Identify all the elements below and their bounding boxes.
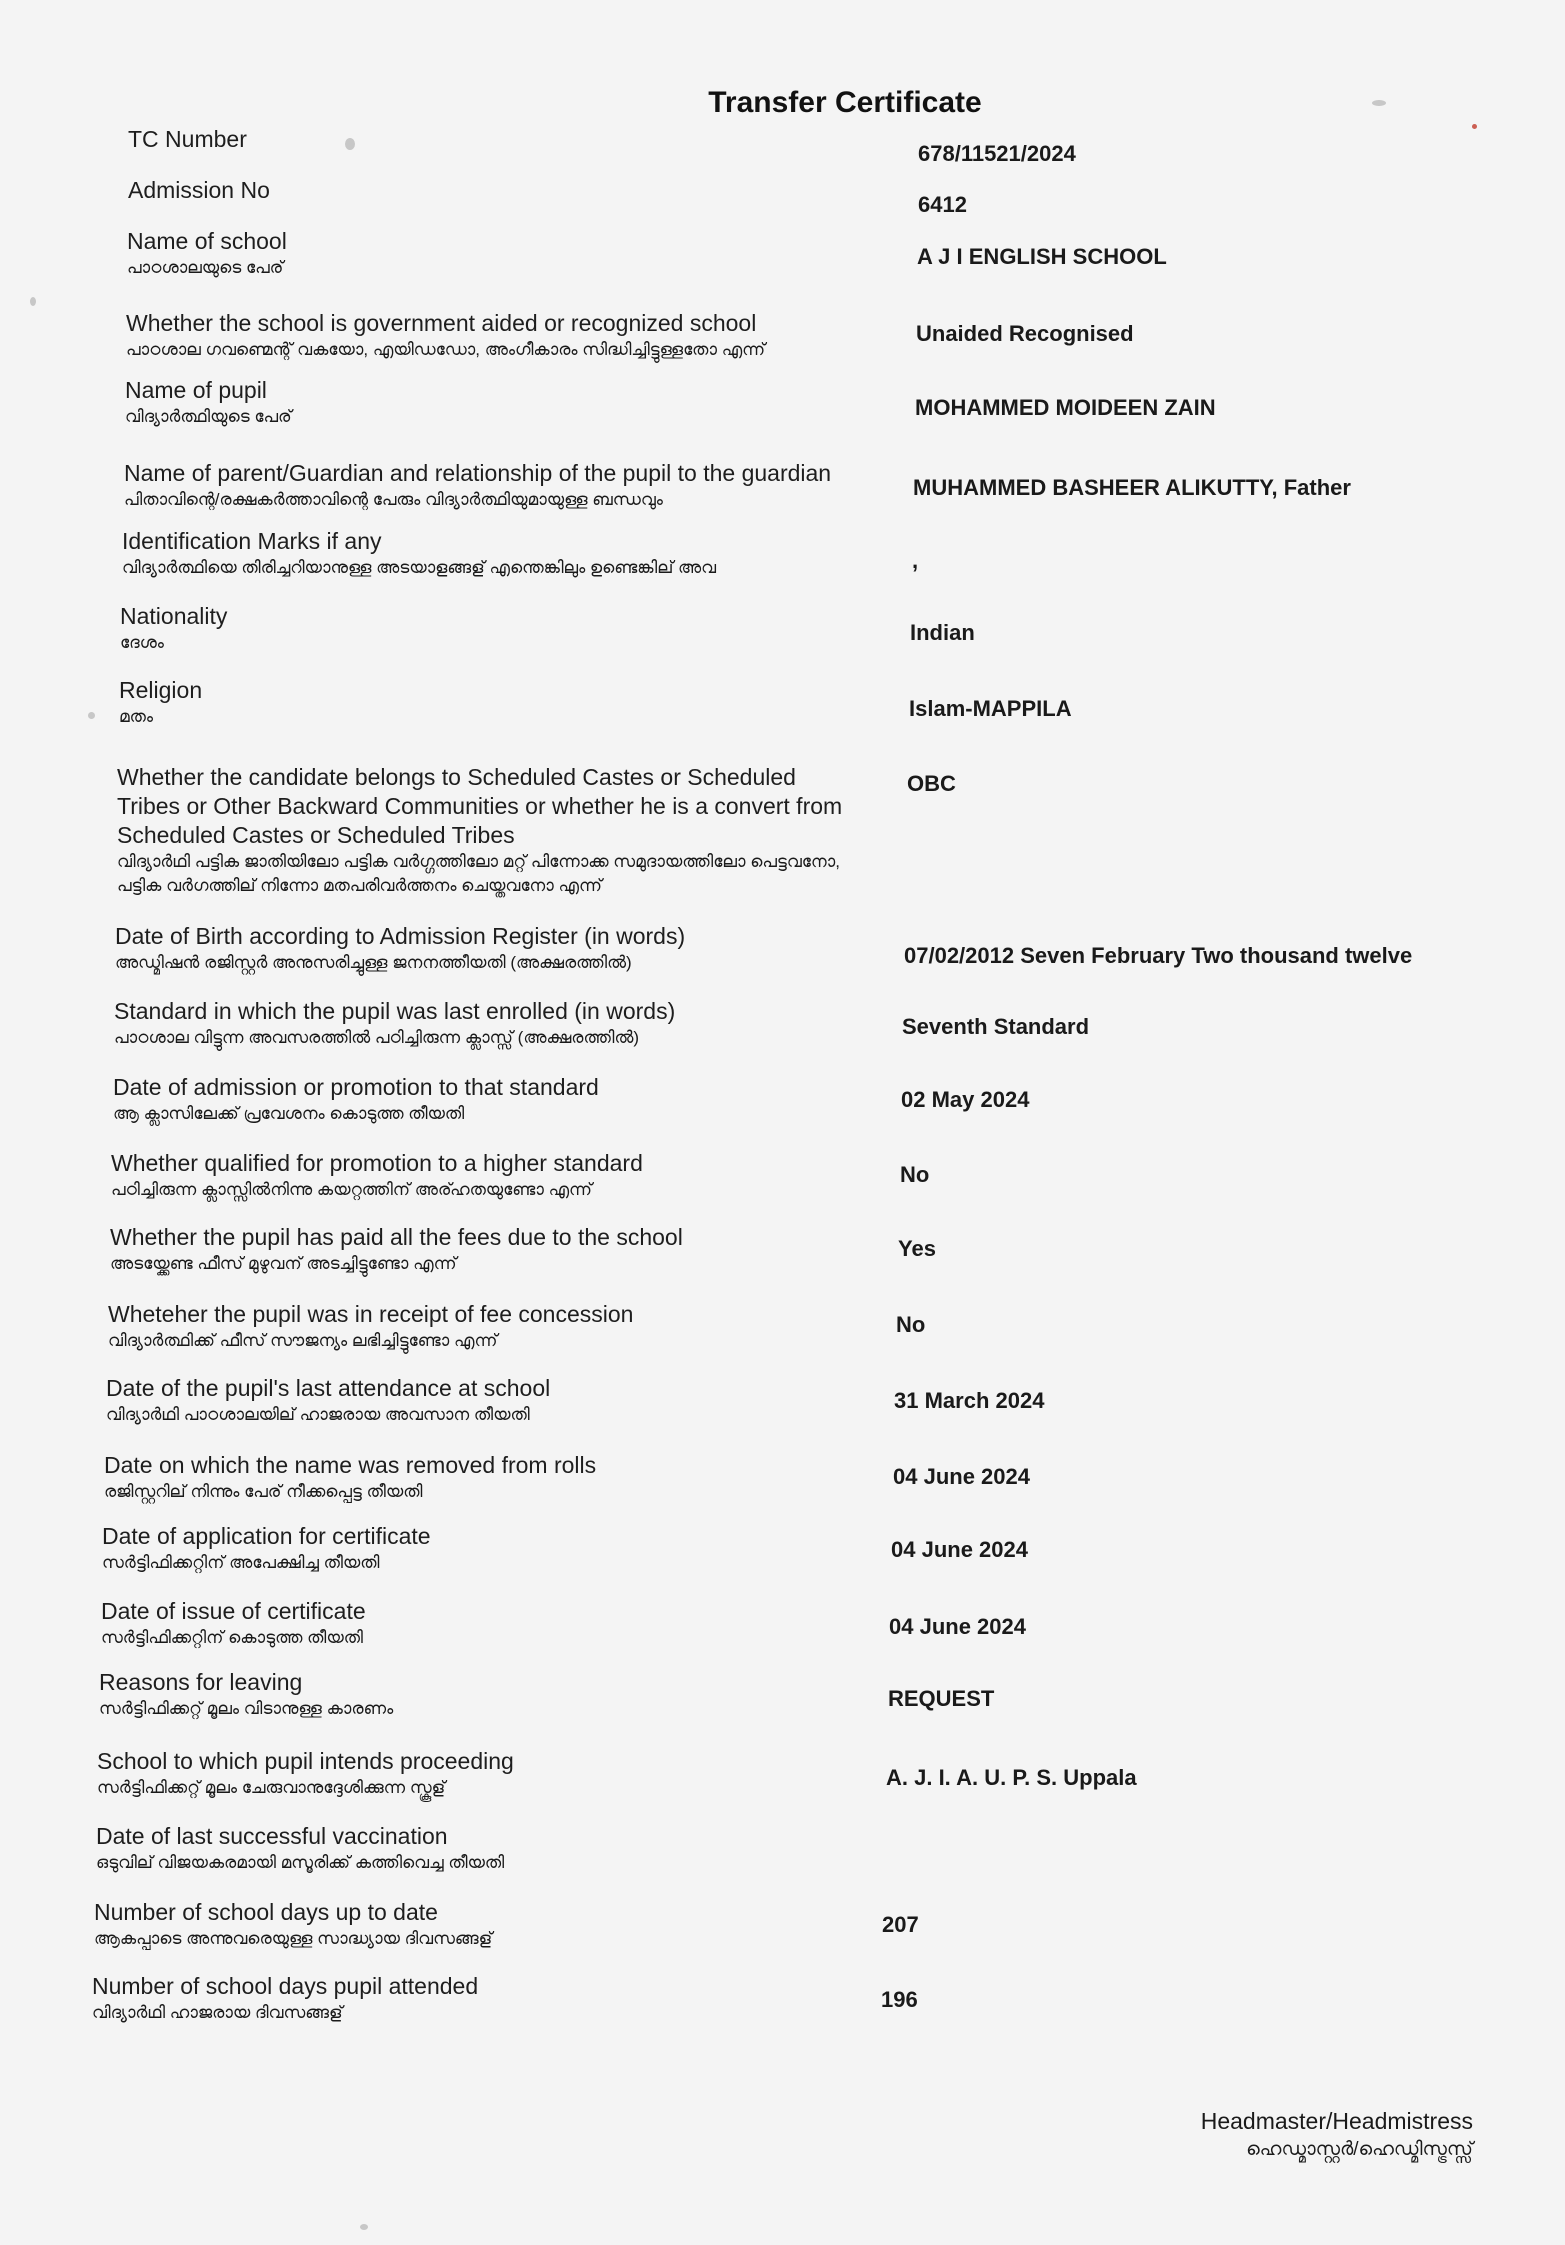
label-en: Name of pupil (125, 377, 267, 403)
label-en: Wheteher the pupil was in receipt of fee concession (108, 1301, 634, 1327)
value-religion: Islam-MAPPILA (909, 696, 1072, 721)
value-admission-date: 02 May 2024 (901, 1087, 1030, 1112)
label-ml: സർട്ടിഫിക്കറ്റ് മൂലം ചേരുവാനുദ്ദേശിക്കുന്ന സ്കൂള് (97, 1778, 446, 1797)
label-en: Religion (119, 677, 203, 703)
label-en: Number of school days up to date (94, 1899, 438, 1925)
value-issue-date: 04 June 2024 (889, 1614, 1026, 1639)
field-label-vaccination-date (96, 1822, 504, 1875)
value-date-of-birth: 07/02/2012 Seven February Two thousand twelve (904, 943, 1413, 968)
field-label-religion (119, 676, 202, 729)
label-en: School to which pupil intends proceeding (97, 1748, 514, 1774)
label-ml: പിതാവിന്റെ/രക്ഷകർത്താവിന്റെ പേരും വിദ്യാർത്ഥിയുമായുള്ള ബന്ധവും (124, 490, 663, 509)
signature-block (1201, 2106, 1473, 2164)
label-en: Reasons for leaving (99, 1669, 303, 1695)
label-en: Whether the candidate belongs to Scheduled Castes or Scheduled Tribes or Other Backward Communities or whether he is a convert from Scheduled Castes or Scheduled Tribes (117, 764, 843, 848)
field-label-caste-category (117, 763, 857, 898)
label-en: Whether the school is government aided or recognized school (126, 310, 757, 336)
value-school-name: A J I ENGLISH SCHOOL (917, 244, 1167, 269)
label-ml: സർട്ടിഫിക്കറ്റിന് കൊടുത്ത തീയതി (101, 1628, 363, 1647)
label-ml: വിദ്യാർത്ഥിയെ തിരിച്ചറിയാനുള്ള അടയാളങ്ങള് എന്തെങ്കിലും ഉണ്ടെങ്കില് അവ (122, 558, 717, 577)
document-title: Transfer Certificate (708, 86, 982, 119)
label-ml: വിദ്യാർഥി ഹാജരായ ദിവസങ്ങള് (92, 2003, 343, 2022)
label-ml: ദേശം (120, 633, 164, 652)
value-application-date: 04 June 2024 (891, 1537, 1028, 1562)
field-label-last-attendance (106, 1374, 550, 1427)
label-en: Date of Birth according to Admission Register (in words) (115, 923, 686, 949)
label-en: Date of issue of certificate (101, 1598, 366, 1624)
field-label-promotion-qualified (111, 1149, 643, 1202)
label-en: TC Number (128, 126, 247, 152)
field-label-pupil-name (125, 376, 292, 429)
value-last-attendance: 31 March 2024 (894, 1388, 1045, 1413)
label-ml: വിദ്യാർഥി പട്ടിക ജാതിയിലോ പട്ടിക വർഗ്ഗത്തിലോ മറ്റ് പിന്നോക്ക സമുദായത്തിലോ പെട്ടവനോ, പട്ടിക വർഗത്തില് നിന്നോ മതപരിവർത്തനം ചെയ്തവനോ എന്ന് (117, 852, 840, 895)
label-en: Standard in which the pupil was last enrolled (in words) (114, 998, 676, 1024)
field-label-removed-from-rolls (104, 1451, 596, 1504)
field-label-date-of-birth (115, 922, 685, 975)
value-tc-number: 678/11521/2024 (918, 141, 1076, 166)
value-guardian: MUHAMMED BASHEER ALIKUTTY, Father (913, 475, 1351, 500)
label-ml: വിദ്യാർത്ഥിയുടെ പേര് (125, 407, 292, 426)
label-ml: വിദ്യാർത്ഥിക്ക് ഫീസ് സൗജന്യം ലഭിച്ചിട്ടുണ്ടോ എന്ന് (108, 1331, 498, 1350)
field-label-school-days-attended (92, 1972, 478, 2025)
field-label-guardian (124, 459, 831, 512)
field-label-identification-marks (122, 527, 716, 580)
value-fees-paid: Yes (898, 1236, 936, 1261)
label-en: Name of school (127, 228, 287, 254)
label-ml: പഠിച്ചിരുന്ന ക്ലാസ്സിൽനിന്നു കയറ്റത്തിന് അര്ഹതയുണ്ടോ എന്ന് (111, 1180, 593, 1199)
label-ml: അഡ്മിഷൻ രജിസ്റ്റർ അനുസരിച്ചുള്ള ജനനത്തീയതി (അക്ഷരത്തിൽ) (115, 953, 632, 972)
value-next-school: A. J. I. A. U. P. S. Uppala (886, 1765, 1137, 1790)
scan-speck (88, 712, 95, 719)
field-label-admission-no (128, 176, 270, 205)
label-ml: പാഠശാലയുടെ പേര് (127, 258, 284, 277)
field-label-last-standard (114, 997, 675, 1050)
value-school-status: Unaided Recognised (916, 321, 1134, 346)
label-ml: ഒടുവില് വിജയകരമായി മസൂരിക്ക് കത്തിവെച്ച തീയതി (96, 1853, 505, 1872)
field-label-fees-paid (110, 1223, 683, 1276)
value-school-days-total: 207 (882, 1912, 919, 1937)
value-pupil-name: MOHAMMED MOIDEEN ZAIN (915, 395, 1216, 420)
label-en: Date of admission or promotion to that standard (113, 1074, 599, 1100)
value-promotion-qualified: No (900, 1162, 930, 1187)
scan-speck (360, 2224, 368, 2230)
value-fee-concession: No (896, 1312, 926, 1337)
label-en: Name of parent/Guardian and relationship of the pupil to the guardian (124, 460, 832, 486)
label-en: Identification Marks if any (122, 528, 382, 554)
scan-speck (345, 138, 355, 150)
field-label-application-date (102, 1522, 431, 1575)
field-label-admission-date (113, 1073, 599, 1126)
value-last-standard: Seventh Standard (902, 1014, 1090, 1039)
field-label-issue-date (101, 1597, 366, 1650)
value-leaving-reason: REQUEST (888, 1686, 995, 1711)
label-en: Date of last successful vaccination (96, 1823, 448, 1849)
scan-speck (1472, 124, 1477, 129)
scan-speck (30, 297, 36, 306)
field-label-leaving-reason (99, 1668, 393, 1721)
label-ml: മതം (119, 707, 154, 726)
label-ml: ആ ക്ലാസിലേക്ക് പ്രവേശനം കൊടുത്ത തീയതി (113, 1104, 465, 1123)
label-ml: സർട്ടിഫിക്കറ്റ് മൂലം വിടാനുള്ള കാരണം (99, 1699, 394, 1718)
value-school-days-attended: 196 (881, 1987, 918, 2012)
scan-speck (1372, 100, 1386, 106)
value-caste-category: OBC (907, 771, 956, 796)
field-label-tc-number (128, 125, 247, 154)
field-label-school-name (127, 227, 287, 280)
label-ml: സർട്ടിഫിക്കറ്റിന് അപേക്ഷിച്ച തീയതി (102, 1553, 380, 1572)
label-ml: രജിസ്റ്ററില് നിന്നും പേര് നീക്കപ്പെട്ട തീയതി (104, 1482, 423, 1501)
label-en: Number of school days pupil attended (92, 1973, 479, 1999)
label-en: Admission No (128, 177, 270, 203)
label-ml: പാഠശാല ഗവണ്മെന്റ് വകയോ, എയിഡഡോ, അംഗീകാരം സിദ്ധിച്ചിട്ടുള്ളതോ എന്ന് (126, 340, 766, 359)
label-ml: വിദ്യാർഥി പാഠശാലയില് ഹാജരായ അവസാന തീയതി (106, 1405, 530, 1424)
field-label-fee-concession (108, 1300, 633, 1353)
label-en: Whether qualified for promotion to a higher standard (111, 1150, 643, 1176)
value-nationality: Indian (910, 620, 975, 645)
value-admission-no: 6412 (918, 192, 967, 217)
signature-title-ml: ഹെഡ്മാസ്റ്റർ/ഹെഡ്മിസ്ട്രസ്സ് (1246, 2139, 1473, 2160)
label-ml: അടയ്ക്കേണ്ട ഫീസ് മുഴുവന് അടച്ചിട്ടുണ്ടോ എന്ന് (110, 1254, 457, 1273)
label-en: Nationality (120, 603, 228, 629)
field-label-school-status (126, 309, 765, 362)
label-en: Whether the pupil has paid all the fees due to the school (110, 1224, 683, 1250)
value-removed-from-rolls: 04 June 2024 (893, 1464, 1030, 1489)
field-label-next-school (97, 1747, 514, 1800)
value-identification-marks: , (912, 548, 919, 573)
signature-title-en: Headmaster/Headmistress (1200, 2108, 1473, 2134)
field-label-school-days-total (94, 1898, 492, 1951)
field-label-nationality (120, 602, 227, 655)
label-en: Date on which the name was removed from rolls (104, 1452, 597, 1478)
label-ml: പാഠശാല വിട്ടുന്ന അവസരത്തിൽ പഠിച്ചിരുന്ന ക്ലാസ്സ് (അക്ഷരത്തിൽ) (114, 1028, 640, 1047)
label-en: Date of the pupil's last attendance at school (106, 1375, 551, 1401)
label-en: Date of application for certificate (102, 1523, 431, 1549)
label-ml: ആകപ്പാടെ അന്നുവരെയുള്ള സാദ്ധ്യായ ദിവസങ്ങള് (94, 1929, 493, 1948)
